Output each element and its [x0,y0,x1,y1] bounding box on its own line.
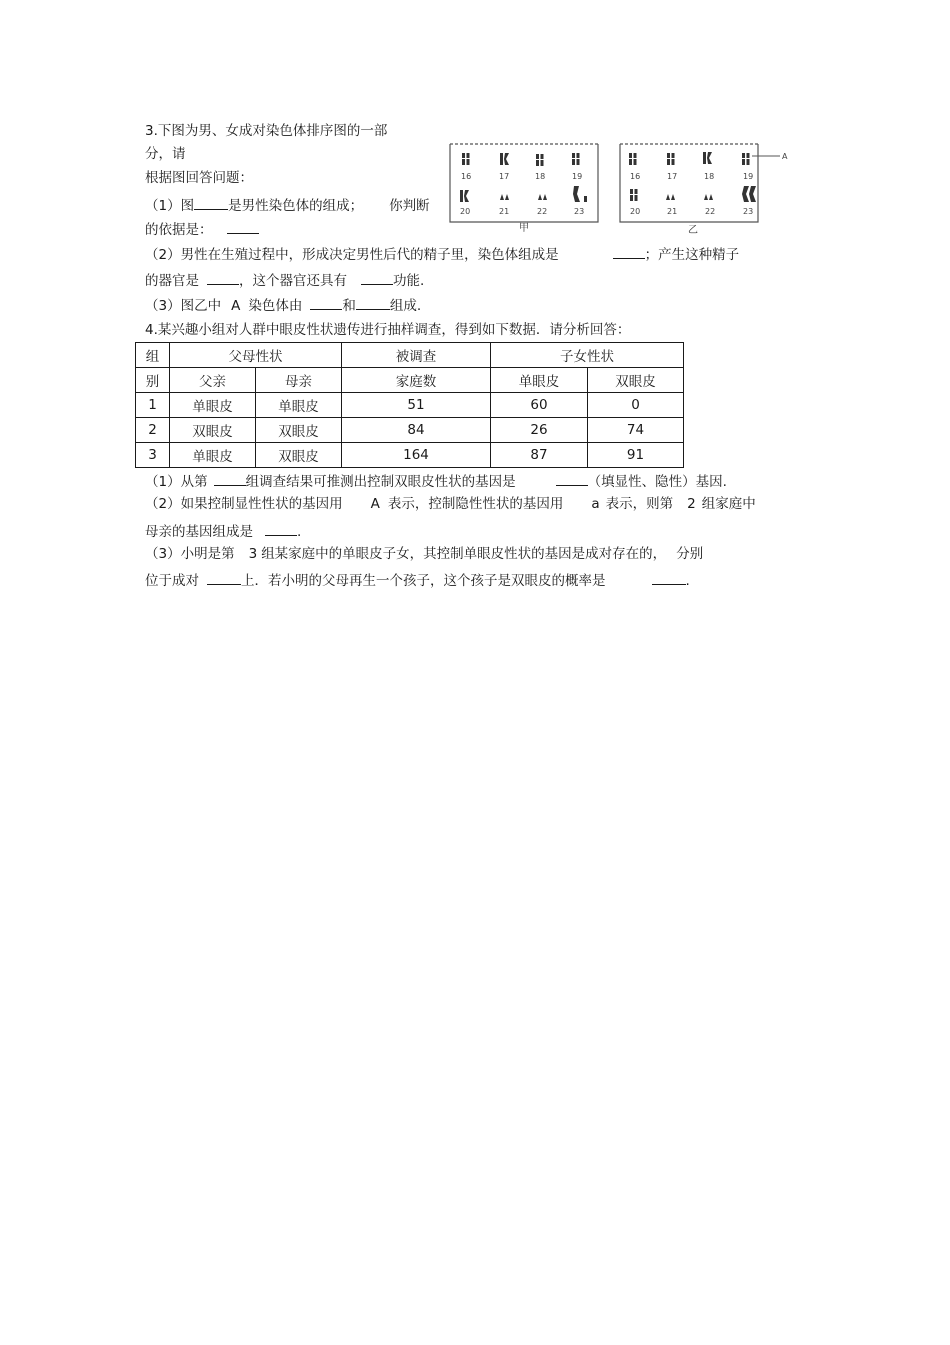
q3-line1: 3.下图为男、女成对染色体排序图的一部 [145,123,388,139]
cell-families: 84 [342,418,491,443]
answer-blank[interactable] [227,219,259,234]
answer-blank[interactable] [194,195,228,210]
answer-blank[interactable] [207,570,241,585]
q4-sub3-a: （3）小明是第 [145,546,235,562]
th-parents: 父母性状 [170,343,342,368]
q3-part2-e: 功能. [393,273,425,289]
q3-part3-a: （3）图乙中 [145,298,222,314]
q3-line2: 分，请 [145,146,186,162]
cell-father: 单眼皮 [170,443,256,468]
fig-num-22: 22 [705,207,716,216]
answer-blank[interactable] [207,270,239,285]
fig-pointer-label: A [782,152,788,161]
q3-part2-d: ，这个器官还具有 [239,273,347,289]
cell-mother: 单眼皮 [256,393,342,418]
q4-sub2-b: A [370,496,380,512]
fig-num-16: 16 [461,172,472,181]
q3-part3-e: 组成. [389,298,422,314]
q3-part2-a: （2）男性在生殖过程中，形成决定男性后代的精子里，染色体组成是 [145,247,559,263]
fig-num-17: 17 [499,172,510,181]
q3-part2-b: ；产生这种精子 [644,247,740,263]
fig-num-19: 19 [743,172,754,181]
chromosome-19-icon [742,153,750,165]
fig-num-22: 22 [537,207,548,216]
fig-num-16: 16 [630,172,641,181]
q3-part1-a: （1）图 [145,198,195,214]
q4-sub3-f: 上．若小明的父母再生一个孩子，这个孩子是双眼皮的概率是 [241,573,606,589]
table-row [136,393,684,418]
table-header-row-2 [136,368,684,393]
q4-sub1-a: （1）从第 [145,474,208,490]
chromosome-18-icon [536,154,544,166]
th-single: 单眼皮 [491,368,588,393]
cell-double: 74 [588,418,684,443]
chromosome-figure [448,138,793,240]
q3-part3 [145,295,421,315]
table-row [136,418,684,443]
cell-group: 1 [136,393,170,418]
chromosome-22-icon [538,194,547,200]
cell-mother: 双眼皮 [256,418,342,443]
q4-sub2-i: . [297,524,302,540]
answer-blank[interactable] [265,521,297,536]
q4-sub2-c: 表示，控制隐性性状的基因用 [387,496,564,512]
answer-blank[interactable] [556,471,588,486]
th-surveyed-1: 被调查 [342,343,491,368]
survey-table [135,342,684,468]
q4-sub2-line1 [145,495,756,513]
q4-sub3-g: . [685,573,690,589]
fig-label-right: 乙 [688,225,698,236]
th-group-2: 别 [136,368,170,393]
q4-sub2-a: （2）如果控制显性性状的基因用 [145,496,343,512]
fig-num-23: 23 [743,207,754,216]
th-children: 子女性状 [491,343,684,368]
q3-line3: 根据图回答问题： [145,170,253,186]
q3-part2-line1 [145,244,739,264]
chromosome-16-icon [629,153,637,165]
q3-part1-basis [145,219,259,239]
chromosome-figure-svg [448,138,793,236]
q4-sub1-c: （填显性、隐性）基因. [587,474,727,490]
chromosome-22-icon [704,194,713,200]
chromosome-17-icon [500,153,509,165]
q4-sub2-line2 [145,521,301,541]
cell-single: 60 [491,393,588,418]
fig-label-left: 甲 [519,223,529,234]
table-header-row-1 [136,343,684,368]
fig-num-20: 20 [630,207,641,216]
q3-part2-c: 的器官是 [145,273,199,289]
chromosome-23-xy-icon [573,186,587,202]
chromosome-16-icon [462,153,470,165]
answer-blank[interactable] [356,295,390,310]
q3-part1-d: 的依据是： [145,222,213,238]
cell-father: 双眼皮 [170,418,256,443]
fig-num-17: 17 [667,172,678,181]
cell-families: 164 [342,443,491,468]
q4-sub1-b: 组调查结果可推测出控制双眼皮性状的基因是 [245,474,516,490]
answer-blank[interactable] [214,471,246,486]
cell-single: 26 [491,418,588,443]
panel-left [450,144,598,234]
q4-sub2-h: 母亲的基因组成是 [145,524,253,540]
cell-single: 87 [491,443,588,468]
fig-num-18: 18 [704,172,715,181]
chromosome-21-icon [500,194,509,200]
chromosome-18-icon [703,152,712,164]
q4-sub3-d: 分别 [676,546,704,562]
chromosome-23-xx-icon [742,186,756,202]
q4-sub1 [145,471,727,491]
cell-group: 3 [136,443,170,468]
fig-num-21: 21 [667,207,678,216]
q3-part3-c: 染色体由 [248,298,303,314]
q3-part1-b: 是男性染色体的组成； [228,198,364,214]
chromosome-19-icon [572,153,580,165]
cell-double: 0 [588,393,684,418]
answer-blank[interactable] [361,270,393,285]
th-mother: 母亲 [256,368,342,393]
fig-num-21: 21 [499,207,510,216]
q4-sub3-e: 位于成对 [145,573,199,589]
table-row [136,443,684,468]
cell-father: 单眼皮 [170,393,256,418]
q4-sub3-line1 [145,545,703,563]
q4-sub2-g: 组家庭中 [701,496,756,512]
chromosome-17-icon [667,153,675,165]
cell-mother: 双眼皮 [256,443,342,468]
answer-blank[interactable] [613,244,645,259]
q3-part3-b: A [231,298,241,314]
fig-num-19: 19 [572,172,583,181]
answer-blank[interactable] [652,570,686,585]
cell-double: 91 [588,443,684,468]
th-surveyed-2: 家庭数 [342,368,491,393]
q4-sub3-b: 3 [248,546,258,562]
q3-part3-d: 和 [342,298,356,314]
q3-part1-c: 你判断 [389,198,430,214]
q4-sub3-line2 [145,570,690,590]
q4-sub2-f: 2 [687,496,696,512]
th-father: 父亲 [170,368,256,393]
cell-families: 51 [342,393,491,418]
chromosome-21-icon [666,194,675,200]
answer-blank[interactable] [310,295,342,310]
chromosome-20-icon [460,190,469,202]
q4-sub2-e: 表示，则第 [605,496,674,512]
fig-num-23: 23 [574,207,585,216]
th-double: 双眼皮 [588,368,684,393]
fig-num-20: 20 [460,207,471,216]
q3-part1 [145,195,430,215]
q3-part2-line2 [145,270,424,290]
q4-sub2-d: a [591,496,600,512]
fig-num-18: 18 [535,172,546,181]
panel-right [620,144,788,236]
chromosome-20-icon [630,189,638,201]
th-group-1: 组 [136,343,170,368]
q4-intro: 4.某兴趣小组对人群中眼皮性状遗传进行抽样调查，得到如下数据．请分析回答： [145,322,631,338]
cell-group: 2 [136,418,170,443]
q4-sub3-c: 组某家庭中的单眼皮子女，其控制单眼皮性状的基因是成对存在的， [261,546,667,562]
